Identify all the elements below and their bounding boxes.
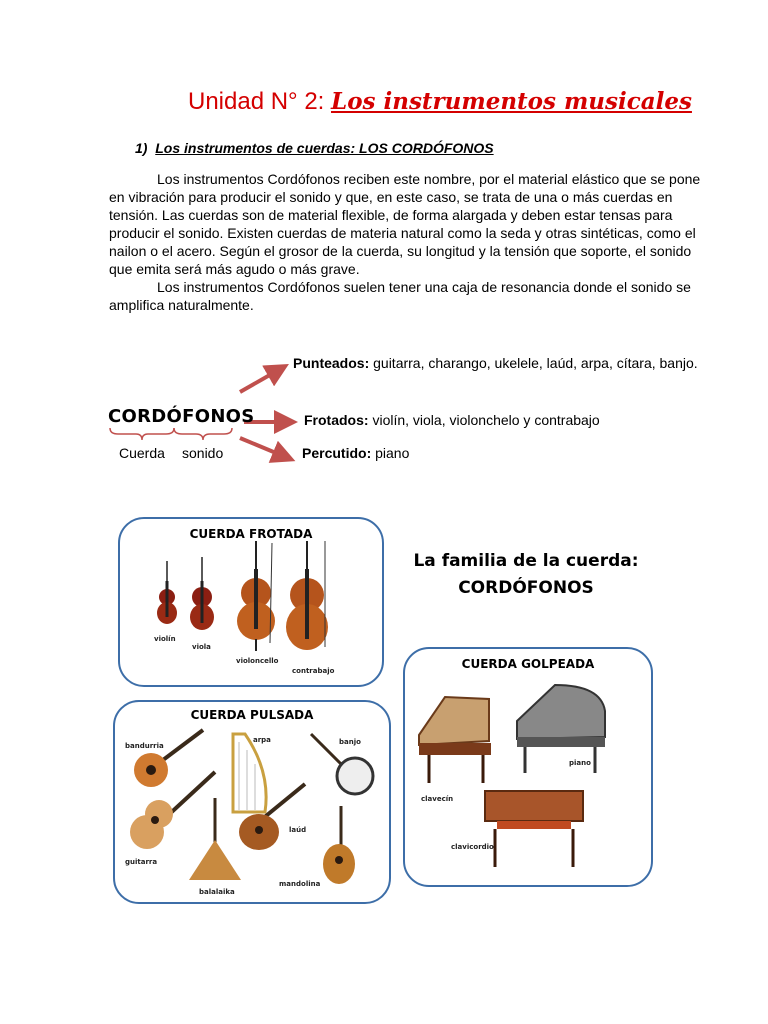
title-script: Los instrumentos musicales: [331, 88, 692, 115]
category-percutido: [302, 445, 409, 461]
bandurria-icon: [134, 730, 203, 787]
label-guitarra: guitarra: [125, 858, 158, 866]
diagram-part-sonido: sonido: [182, 445, 224, 461]
family-heading: [396, 548, 656, 602]
label-viola: viola: [192, 643, 211, 651]
label-piano: piano: [569, 759, 591, 767]
label-clavicordio: clavicordio: [451, 843, 494, 851]
box-cuerda-frotada: [118, 517, 384, 687]
category-text: piano: [371, 445, 410, 461]
struck-strings-image: [405, 649, 651, 885]
family-line-1: La familia de la cuerda:: [413, 551, 639, 571]
category-label: Percutido:: [302, 445, 372, 461]
label-contrabajo: contrabajo: [292, 667, 335, 675]
contrabajo-icon: [286, 541, 328, 650]
clavecin-icon: [419, 697, 491, 783]
box-cuerda-golpeada: [403, 647, 653, 887]
bracket-cuerda: [110, 428, 174, 440]
label-bandurria: bandurria: [125, 742, 164, 750]
title-main: Unidad N° 2:: [188, 88, 332, 115]
mandolina-icon: [323, 806, 355, 884]
category-label: Punteados:: [293, 355, 370, 371]
label-banjo: banjo: [339, 738, 361, 746]
section-number: 1): [135, 140, 148, 156]
box-title: CUERDA FROTADA: [189, 527, 313, 541]
box-cuerda-pulsada: [113, 700, 391, 904]
arrow-punteados: [240, 368, 282, 392]
viola-icon: [190, 557, 214, 630]
diagram-root: CORDÓFONOS: [108, 406, 255, 427]
section-heading-text: Los instrumentos de cuerdas: LOS CORDÓFONOS: [155, 140, 494, 156]
box-title: CUERDA PULSADA: [190, 708, 314, 722]
box-title: CUERDA GOLPEADA: [461, 657, 595, 671]
paragraph-2: Los instrumentos Cordófonos suelen tener una caja de resonancia donde el sonido se amplifica naturalmente.: [109, 279, 691, 313]
category-punteados: [293, 355, 698, 371]
family-line-2: CORDÓFONOS: [458, 578, 594, 598]
category-frotados: [304, 412, 600, 428]
label-violin: violín: [154, 635, 176, 643]
piano-icon: [517, 685, 605, 773]
label-balalaika: balalaika: [199, 888, 235, 896]
label-arpa: arpa: [253, 736, 271, 744]
diagram-part-cuerda: Cuerda: [119, 445, 165, 461]
violin-icon: [157, 561, 177, 624]
bracket-sonido: [174, 428, 232, 440]
violoncello-icon: [237, 541, 275, 651]
arrow-percutido: [240, 438, 288, 458]
category-text: violín, viola, violonchelo y contrabajo: [368, 412, 600, 428]
clavicordio-icon: [485, 791, 583, 867]
label-violoncello: violoncello: [236, 657, 279, 665]
plucked-strings-image: [115, 702, 389, 902]
paragraph-1: Los instrumentos Cordófonos reciben este nombre, por el material elástico que se pone en vibración para producir el sonido y que, en este caso, se trata de una o más cuerdas en tensión. Las cuerdas son de material flexible, de forma alargada y deben estar tensas para producir el sonido. Existen cuerdas de materia natural como la seda y otras sintéticas, como el nailon o el acero. Según el grosor de la cuerda, su longitud y la tensión que soporte, el sonido que emita será más agudo o más grave.: [109, 171, 701, 277]
laud-icon: [239, 784, 305, 850]
arpa-icon: [233, 734, 266, 812]
category-label: Frotados:: [304, 412, 369, 428]
category-text: guitarra, charango, ukelele, laúd, arpa, cítara, banjo.: [369, 355, 698, 371]
label-laud: laúd: [289, 826, 307, 834]
label-mandolina: mandolina: [279, 880, 321, 888]
label-clavecin: clavecín: [421, 795, 454, 803]
